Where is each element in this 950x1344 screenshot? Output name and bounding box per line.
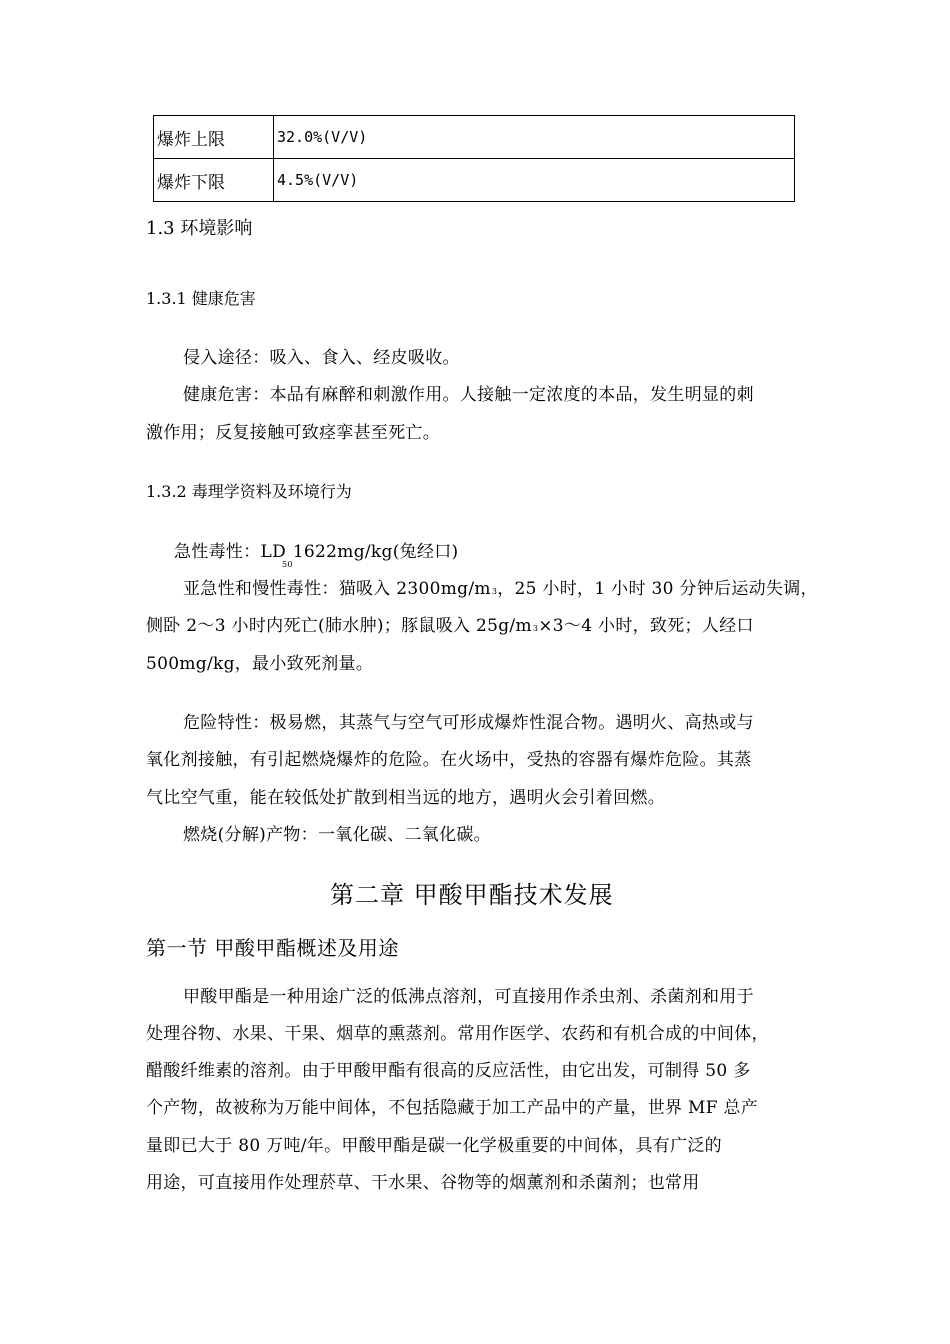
chronic-text: 亚急性和慢性毒性：猫吸入 2300mg/m: [183, 579, 491, 599]
unit-superscript: 3: [532, 624, 539, 633]
acute-suffix: 1622mg/kg(兔经口): [292, 542, 459, 562]
table-row: [154, 116, 795, 159]
subsection-heading-1-3-1: 1.3.1 健康危害: [146, 289, 256, 308]
paragraph-line: 个产物，故被称为万能中间体，不包括隐藏于加工产品中的产量，世界 MF 总产: [146, 1098, 759, 1118]
explosion-limits-table: [153, 115, 795, 202]
table-cell-label: 爆炸下限: [154, 159, 274, 202]
chapter-title: 第二章 甲酸甲酯技术发展: [330, 881, 614, 909]
chronic-text: 侧卧 2～3 小时内死亡(肺水肿)；豚鼠吸入 25g/m: [146, 616, 532, 636]
section-title: 第一节 甲酸甲酯概述及用途: [146, 936, 399, 960]
paragraph-line: 处理谷物、水果、干果、烟草的熏蒸剂。常用作医学、农药和有机合成的中间体，: [146, 1024, 769, 1044]
ld-subscript: 50: [282, 560, 293, 569]
table-cell-label: 爆炸上限: [154, 116, 274, 159]
table-row: [154, 159, 795, 202]
danger-characteristics-line: 氧化剂接触，有引起燃烧爆炸的危险。在火场中，受热的容器有爆炸危险。其蒸: [146, 750, 752, 770]
paragraph-line: 量即已大于 80 万吨/年。甲酸甲酯是碳一化学极重要的中间体，具有广泛的: [146, 1136, 722, 1156]
paragraph-line: 醋酸纤维素的溶剂。由于甲酸甲酯有很高的反应活性，由它出发，可制得 50 多: [146, 1061, 751, 1081]
acute-prefix: 急性毒性：LD: [174, 542, 287, 562]
chronic-toxicity-line: [146, 611, 754, 636]
paragraph-line: 甲酸甲酯是一种用途广泛的低沸点溶剂，可直接用作杀虫剂、杀菌剂和用于: [183, 987, 754, 1007]
chronic-text: ×3～4 小时，致死；人经口: [538, 616, 754, 636]
acute-toxicity-text: [174, 537, 458, 569]
danger-characteristics-line: 危险特性：极易燃，其蒸气与空气可形成爆炸性混合物。遇明火、高热或与: [183, 713, 754, 733]
chronic-text: ，25 小时，1 小时 30 分钟后运动失调，: [497, 579, 818, 599]
paragraph-line: 用途，可直接用作处理菸草、干水果、谷物等的烟薰剂和杀菌剂；也常用: [146, 1173, 700, 1193]
table-cell-value: 4.5%(V/V): [274, 159, 795, 202]
combustion-products-text: 燃烧(分解)产物：一氧化碳、二氧化碳。: [183, 825, 491, 845]
unit-superscript: 3: [491, 587, 498, 596]
danger-characteristics-line: 气比空气重，能在较低处扩散到相当远的地方，遇明火会引着回燃。: [146, 788, 665, 808]
chronic-toxicity-line: [183, 574, 818, 599]
health-hazard-line: 健康危害：本品有麻醉和刺激作用。人接触一定浓度的本品，发生明显的刺: [183, 385, 754, 405]
health-hazard-line: 激作用；反复接触可致痉挛甚至死亡。: [146, 423, 441, 443]
section-heading-1-3: 1.3 环境影响: [146, 218, 253, 239]
table-cell-value: 32.0%(V/V): [274, 116, 795, 159]
route-of-entry-text: 侵入途径：吸入、食入、经皮吸收。: [183, 348, 460, 368]
chronic-toxicity-line: 500mg/kg，最小致死剂量。: [146, 654, 374, 674]
subsection-heading-1-3-2: 1.3.2 毒理学资料及环境行为: [146, 482, 352, 501]
